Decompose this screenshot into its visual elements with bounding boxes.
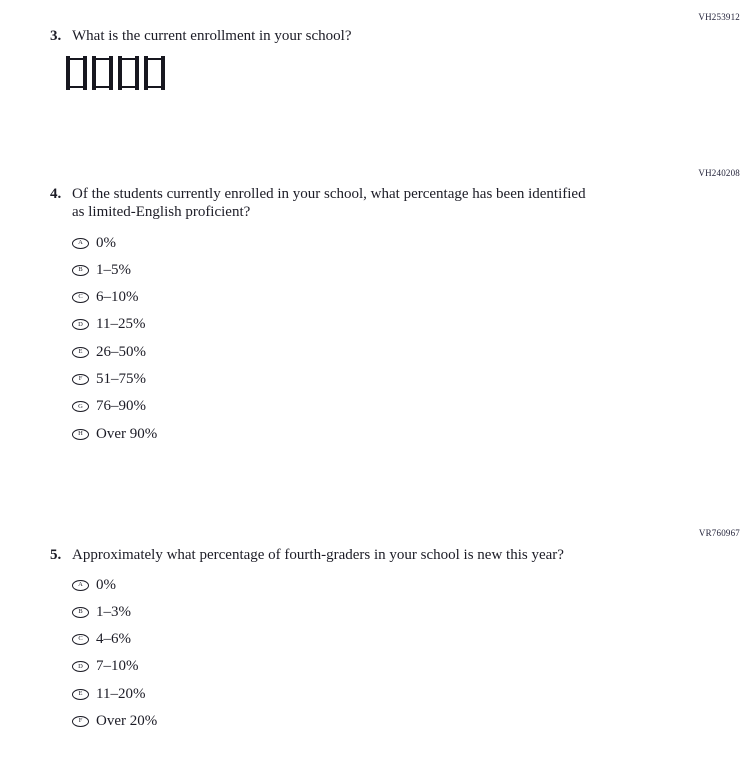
- option-label: 0%: [96, 576, 116, 593]
- enrollment-digit-boxes: [66, 58, 165, 88]
- option-bubble[interactable]: [72, 607, 89, 618]
- option-label: 11–25%: [96, 316, 146, 333]
- option-label: 7–10%: [96, 658, 139, 675]
- bubble-letter: A: [78, 238, 83, 246]
- option-label: 4–6%: [96, 631, 131, 648]
- option-bubble[interactable]: [72, 716, 89, 727]
- option-bubble[interactable]: [72, 429, 89, 440]
- answer-option[interactable]: [72, 371, 157, 387]
- answer-option[interactable]: [72, 426, 157, 442]
- question-4-options: [72, 235, 157, 453]
- bubble-letter: F: [78, 717, 83, 725]
- digit-box-1[interactable]: [66, 58, 87, 88]
- digit-box-4[interactable]: [144, 58, 165, 88]
- answer-option[interactable]: [72, 317, 157, 333]
- answer-option[interactable]: [72, 262, 157, 278]
- question-5: [50, 547, 564, 565]
- answer-option[interactable]: [72, 686, 157, 702]
- bubble-letter: D: [78, 320, 83, 328]
- option-bubble[interactable]: [72, 319, 89, 330]
- option-bubble[interactable]: [72, 401, 89, 412]
- digit-box-2[interactable]: [92, 58, 113, 88]
- bubble-letter: E: [78, 689, 83, 697]
- option-bubble[interactable]: [72, 634, 89, 645]
- question-4: [50, 186, 592, 221]
- bubble-letter: F: [78, 375, 83, 383]
- question-number: 4.: [50, 186, 62, 202]
- answer-option[interactable]: [72, 290, 157, 306]
- bubble-letter: A: [78, 580, 83, 588]
- question-code: VH253912: [698, 12, 740, 22]
- bubble-letter: C: [78, 293, 83, 301]
- option-label: 11–20%: [96, 685, 146, 702]
- option-bubble[interactable]: [72, 661, 89, 672]
- question-3: [50, 28, 352, 46]
- digit-box-3[interactable]: [118, 58, 139, 88]
- bubble-letter: B: [78, 608, 83, 616]
- answer-option[interactable]: [72, 659, 157, 675]
- option-bubble[interactable]: [72, 265, 89, 276]
- option-label: 26–50%: [96, 343, 146, 360]
- option-bubble[interactable]: [72, 238, 89, 249]
- option-label: 0%: [96, 234, 116, 251]
- question-5-options: [72, 577, 157, 741]
- bubble-letter: E: [78, 347, 83, 355]
- option-bubble[interactable]: [72, 347, 89, 358]
- option-bubble[interactable]: [72, 580, 89, 591]
- question-number: 3.: [50, 28, 62, 44]
- bubble-letter: G: [78, 402, 83, 410]
- bubble-letter: H: [78, 429, 83, 437]
- answer-option[interactable]: [72, 632, 157, 648]
- question-text: What is the current enrollment in your school?: [72, 28, 352, 44]
- option-label: 6–10%: [96, 289, 139, 306]
- answer-option[interactable]: [72, 399, 157, 415]
- answer-option[interactable]: [72, 235, 157, 251]
- bubble-letter: C: [78, 635, 83, 643]
- answer-option[interactable]: [72, 713, 157, 729]
- option-label: 76–90%: [96, 398, 146, 415]
- question-number: 5.: [50, 547, 62, 563]
- bubble-letter: B: [78, 266, 83, 274]
- option-label: 51–75%: [96, 370, 146, 387]
- option-bubble[interactable]: [72, 374, 89, 385]
- option-label: 1–5%: [96, 261, 131, 278]
- option-label: 1–3%: [96, 603, 131, 620]
- option-bubble[interactable]: [72, 689, 89, 700]
- question-code: VH240208: [698, 168, 740, 178]
- question-text: Of the students currently enrolled in your school, what percentage has been identified as limited-English proficient?: [72, 186, 586, 220]
- option-label: Over 90%: [96, 425, 158, 442]
- answer-option[interactable]: [72, 577, 157, 593]
- option-label: Over 20%: [96, 712, 158, 729]
- answer-option[interactable]: [72, 604, 157, 620]
- question-text: Approximately what percentage of fourth-graders in your school is new this year?: [72, 547, 564, 563]
- question-code: VR760967: [698, 528, 740, 538]
- option-bubble[interactable]: [72, 292, 89, 303]
- bubble-letter: D: [78, 662, 83, 670]
- answer-option[interactable]: [72, 344, 157, 360]
